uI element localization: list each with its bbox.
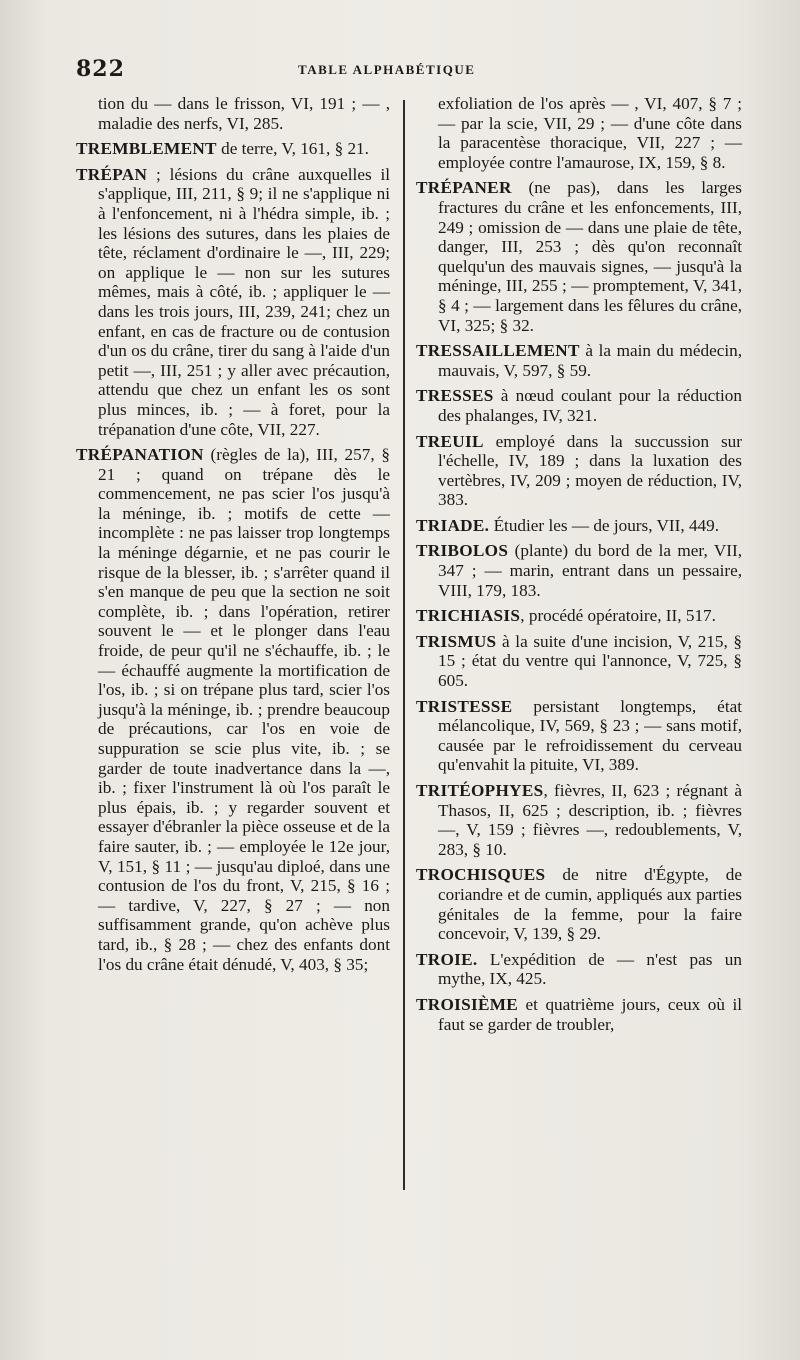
left-column <box>76 94 390 980</box>
entry-text: (ne pas), dans les larges fractures du crâne et les enfoncements, III, 249 ; omission de — dans une plaie de tête, danger, III, 253 ; dès qu'on reconnaît quelqu'un des mauvais signes, — jusqu'à la méninge, III, 255 ; — promptement, V, 341, § 4 ; — largement dans les fêlures du crâne, VI, 325; § 32. <box>438 178 742 335</box>
entry-text: , procédé opératoire, II, 517. <box>520 606 716 626</box>
entry-headword: TRICHIASIS <box>416 606 521 626</box>
entry-text: L'expédition de — n'est pas un mythe, IX, 425. <box>438 949 742 989</box>
entry-text: (plante) du bord de la mer, VII, 347 ; — marin, entrant dans un pessaire, VIII, 179, 183. <box>438 541 742 600</box>
index-entry <box>76 165 390 439</box>
entry-text: tion du — dans le frisson, VI, 191 ; — , maladie des nerfs, VI, 285. <box>98 94 390 133</box>
entry-headword: TRÉPANER <box>416 178 512 198</box>
entry-headword: TRIBOLOS <box>416 541 509 561</box>
entry-headword: TRIADE. <box>416 515 490 535</box>
entry-text: à la suite d'une incision, V, 215, § 15 ; état du ventre qui l'annonce, V, 725, § 605. <box>438 631 742 691</box>
entry-headword: TROIE. <box>416 949 478 969</box>
entry-headword: TREMBLEMENT <box>76 139 217 159</box>
running-head: TABLE ALPHABÉTIQUE <box>298 62 476 77</box>
index-entry <box>416 697 742 775</box>
entry-headword: TREUIL <box>416 431 484 451</box>
index-entry <box>416 432 742 510</box>
entry-text: Étudier les — de jours, VII, 449. <box>489 515 720 535</box>
entry-headword: TRESSAILLEMENT <box>416 341 580 361</box>
index-entry <box>416 541 742 600</box>
index-entry <box>76 445 390 974</box>
index-entry <box>416 178 742 335</box>
index-entry <box>416 865 742 943</box>
entry-text: de nitre d'Égypte, de coriandre et de cumin, appliqués aux parties génitales de la femme, pour la faire concevoir, V, 139, § 29. <box>438 865 742 944</box>
index-entry <box>416 950 742 989</box>
entry-text: et quatrième jours, ceux où il faut se garder de troubler, <box>438 994 742 1034</box>
index-entry <box>76 139 390 159</box>
entry-headword: TRÉPANATION <box>76 445 204 465</box>
entry-text: de terre, V, 161, § 21. <box>216 139 369 159</box>
index-entry <box>76 94 390 133</box>
index-entry <box>416 995 742 1034</box>
entry-text: ; lésions du crâne auxquelles il s'applique, III, 211, § 9; il ne s'applique ni à l'enfoncement, ni à l'hédra simple, ib. ; les lésions des sutures, dans les plaies de tête, réclament d'ordinaire le —, III, 229; on applique le — non sur les sutures mêmes, mais à côté, ib. ; appliquer le — dans les trois jours, III, 239, 241; chez un enfant, en cas de fracture ou de contusion d'un os du crâne, tirer du sang à l'aide d'un petit —, III, 251 ; y aller avec précaution, attendu que chez un enfant les os sont plus minces, ib. ; — à foret, pour la trépanation d'une côte, VII, 227. <box>98 164 390 439</box>
page-header <box>76 56 756 84</box>
index-entry <box>416 516 742 536</box>
column-divider <box>403 100 405 1190</box>
entry-headword: TROCHISQUES <box>416 865 546 885</box>
entry-headword: TRISTESSE <box>416 696 513 716</box>
index-entry <box>416 386 742 425</box>
index-entry <box>416 94 742 172</box>
entry-headword: TROISIÈME <box>416 994 519 1014</box>
entry-headword: TRÉPAN <box>76 164 148 184</box>
entry-headword: TRISMUS <box>416 631 497 651</box>
index-entry <box>416 781 742 859</box>
index-entry <box>416 606 742 626</box>
right-column <box>416 94 742 1040</box>
page-number: 822 <box>76 56 125 82</box>
entry-text: à la main du médecin, mauvais, V, 597, § 59. <box>438 341 742 380</box>
entry-text: persistant longtemps, état mélancolique, IV, 569, § 23 ; — sans motif, causée par le refroidissement du cerveau qu'envahit la pituite, VI, 389. <box>438 696 742 775</box>
index-entry <box>416 632 742 691</box>
entry-text: , fièvres, II, 623 ; régnant à Thasos, II, 625 ; description, ib. ; fièvres —, V, 159 ; fièvres —, redoublements, V, 283, § 10. <box>438 781 742 859</box>
index-entry <box>416 341 742 380</box>
entry-headword: TRITÉOPHYES <box>416 781 544 800</box>
entry-text: employé dans la succussion sur l'échelle, IV, 189 ; dans la luxation des vertèbres, IV, 209 ; moyen de réduction, IV, 383. <box>438 431 742 510</box>
entry-text: (règles de la), III, 257, § 21 ; quand on trépane dès le commencement, ne pas scier l'os jusqu'à la méninge, ib. ; motifs de cette — incomplète : ne pas laisser trop longtemps la méninge dégarnie, et ne pas courir le risque de la blesser, ib. ; s'arrêter quand il s'en manque de peu que la section ne soit complète, ib. ; dans l'opération, retirer souvent le — et le plonger dans l'eau froide, de peur qu'il ne s'échauffe, ib. ; le — échauffé augmente la mortification de l'os, ib. ; si on trépane plus tard, scier l'os jusqu'à la méninge, ib. ; prendre beaucoup de précautions, car l'os en voie de suppuration se scie plus vite, ib. ; se garder de toute inadvertance dans la —, ib. ; fixer l'instrument là où l'os paraît le plus épais, ib. ; y regarder souvent et essayer d'ébranler la pièce osseuse et de la faire sauter, ib. ; — employée le 12e jour, V, 151, § 11 ; — jusqu'au diploé, dans une contusion de l'os du front, V, 215, § 16 ; — tardive, V, 227, § 27 ; — non suffisamment grande, qu'on achève plus tard, ib., § 28 ; — chez des enfants dont l'os du crâne était dénudé, V, 403, § 35; <box>98 445 390 974</box>
entry-headword: TRESSES <box>416 386 494 406</box>
entry-text: à nœud coulant pour la réduction des phalanges, IV, 321. <box>438 386 742 425</box>
entry-text: exfoliation de l'os après — , VI, 407, § 7 ; — par la scie, VII, 29 ; — d'une côte dans la paracentèse thoracique, VII, 227 ; — employée contre l'amaurose, IX, 159, § 8. <box>438 94 742 172</box>
